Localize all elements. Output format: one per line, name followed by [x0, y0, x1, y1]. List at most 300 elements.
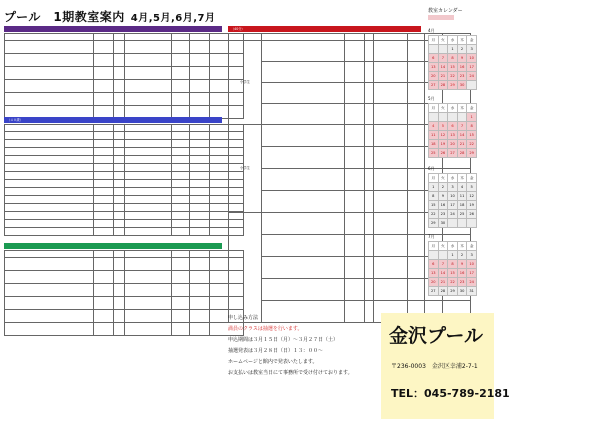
table-cell	[5, 67, 94, 80]
calendar-day: 1	[467, 113, 477, 122]
page-title-months: 4月,5月,6月,7月	[130, 13, 216, 24]
application-period: 申込期間は３月１５日（月）～３月２７日（土）	[228, 337, 339, 343]
table-cell	[125, 251, 172, 258]
table-cell	[172, 125, 190, 132]
table-cell	[5, 196, 94, 204]
calendar-day: 14	[438, 269, 448, 278]
table-cell	[365, 169, 374, 191]
table-cell	[172, 220, 190, 228]
table-cell	[172, 196, 190, 204]
table-cell	[172, 80, 190, 93]
table-cell	[190, 310, 210, 323]
table-cell	[172, 54, 190, 67]
calendar-month	[428, 96, 508, 158]
calendar-week	[429, 183, 477, 192]
calendar-day: 28	[438, 287, 448, 296]
table-cell	[114, 284, 125, 297]
table-row	[5, 80, 244, 93]
table-cell	[190, 196, 210, 204]
table-cell	[190, 188, 210, 196]
calendar-day: 9	[457, 260, 467, 269]
table-row	[5, 54, 244, 67]
table-cell	[94, 188, 114, 196]
calendar-week	[429, 140, 477, 149]
table-cell	[374, 34, 408, 41]
table-cell	[365, 41, 374, 62]
table-cell	[114, 156, 125, 164]
table-cell	[5, 164, 94, 172]
calendar-day: 26	[438, 149, 448, 158]
table-cell	[374, 104, 408, 125]
calendar-day: 20	[448, 140, 458, 149]
calendar-day: 11	[457, 192, 467, 201]
calendar-weekday: 金	[467, 174, 477, 183]
table-cell	[365, 213, 374, 235]
table-header-row	[5, 125, 244, 132]
calendar-weekday: 水	[448, 36, 458, 45]
calendar-day: 21	[438, 72, 448, 81]
table-cell	[94, 80, 114, 93]
calendar-day: 27	[429, 81, 439, 90]
table-row	[5, 172, 244, 180]
calendar-day: 7	[457, 122, 467, 131]
table-row	[5, 93, 244, 106]
table-cell	[94, 297, 114, 310]
table-cell	[125, 140, 172, 148]
table-cell	[125, 323, 172, 336]
table-cell	[5, 212, 94, 220]
table-cell	[114, 228, 125, 236]
table-cell	[5, 284, 94, 297]
facility-phone: TEL：045-789-2181	[391, 387, 510, 400]
table-cell	[94, 228, 114, 236]
calendar-day: 2	[438, 183, 448, 192]
calendar-legend	[428, 15, 454, 20]
table-cell	[114, 196, 125, 204]
class-calendar	[428, 8, 508, 296]
calendar-day: 16	[457, 269, 467, 278]
green-class-table	[4, 250, 244, 336]
table-cell	[365, 62, 374, 83]
calendar-day: 21	[457, 140, 467, 149]
table-cell	[408, 34, 425, 41]
table-cell	[172, 297, 190, 310]
table-cell	[345, 257, 365, 279]
table-cell	[94, 172, 114, 180]
table-cell	[5, 180, 94, 188]
calendar-weekday: 木	[457, 174, 467, 183]
table-cell	[5, 140, 94, 148]
table-cell	[125, 164, 172, 172]
table-cell	[94, 156, 114, 164]
calendar-week	[429, 269, 477, 278]
blue-class-table	[4, 124, 244, 236]
table-cell	[190, 93, 210, 106]
table-cell	[172, 204, 190, 212]
calendar-day	[457, 219, 467, 228]
table-cell	[125, 258, 172, 271]
calendar-month-label: 7月	[428, 234, 435, 239]
table-cell	[345, 104, 365, 125]
table-cell	[345, 213, 365, 235]
calendar-weekday-row	[429, 36, 477, 45]
calendar-week	[429, 45, 477, 54]
calendar-week	[429, 63, 477, 72]
table-cell	[345, 169, 365, 191]
calendar-day: 22	[467, 140, 477, 149]
calendar-weekday: 木	[457, 242, 467, 251]
calendar-day: 25	[429, 149, 439, 158]
table-row	[5, 212, 244, 220]
table-row	[5, 180, 244, 188]
table-row	[5, 228, 244, 236]
table-cell	[114, 271, 125, 284]
table-cell	[172, 212, 190, 220]
table-cell	[190, 41, 210, 54]
calendar-day: 15	[429, 201, 439, 210]
table-cell	[374, 147, 408, 169]
calendar-day: 15	[448, 63, 458, 72]
calendar-day: 13	[429, 269, 439, 278]
calendar-day: 9	[457, 54, 467, 63]
table-cell	[190, 284, 210, 297]
table-header-row	[5, 34, 244, 41]
calendar-day: 11	[429, 131, 439, 140]
calendar-day	[429, 251, 439, 260]
calendar-day: 14	[457, 131, 467, 140]
table-cell	[94, 148, 114, 156]
table-cell	[262, 41, 345, 62]
table-cell	[125, 41, 172, 54]
calendar-title: 教室カレンダー	[428, 8, 463, 14]
calendar-week	[429, 260, 477, 269]
calendar-day: 22	[429, 210, 439, 219]
calendar-day: 12	[467, 192, 477, 201]
calendar-day: 10	[467, 260, 477, 269]
table-row	[5, 67, 244, 80]
calendar-day: 19	[467, 201, 477, 210]
table-cell	[190, 258, 210, 271]
table-cell	[408, 147, 425, 169]
calendar-day: 7	[438, 54, 448, 63]
red-section-header: （40分）	[228, 26, 421, 32]
table-cell	[374, 169, 408, 191]
page-title: プール 1期教室案内 4月,5月,6月,7月	[4, 10, 216, 24]
table-cell	[5, 125, 94, 132]
table-cell	[262, 279, 345, 301]
table-cell	[190, 323, 210, 336]
table-cell	[345, 41, 365, 62]
calendar-week	[429, 201, 477, 210]
table-cell	[172, 180, 190, 188]
table-cell	[114, 148, 125, 156]
table-row	[5, 284, 244, 297]
table-row	[5, 310, 244, 323]
calendar-day: 24	[448, 210, 458, 219]
table-cell	[114, 67, 125, 80]
calendar-week	[429, 219, 477, 228]
table-cell	[94, 212, 114, 220]
calendar-day: 3	[467, 45, 477, 54]
table-cell	[365, 279, 374, 301]
calendar-day: 27	[429, 287, 439, 296]
table-cell	[172, 188, 190, 196]
table-cell	[345, 191, 365, 213]
table-cell	[94, 180, 114, 188]
table-cell	[172, 172, 190, 180]
table-cell	[94, 132, 114, 140]
table-cell	[114, 140, 125, 148]
table-cell	[94, 164, 114, 172]
calendar-day: 23	[457, 278, 467, 287]
facility-name: 金沢プール	[389, 325, 484, 347]
application-payment-notice: お支払いは教室当日にて事務所で受け付けております。	[228, 370, 353, 376]
calendar-day: 30	[457, 81, 467, 90]
table-cell	[94, 196, 114, 204]
calendar-week	[429, 81, 477, 90]
table-row	[5, 140, 244, 148]
table-cell	[114, 251, 125, 258]
table-cell	[114, 93, 125, 106]
calendar-day: 22	[448, 278, 458, 287]
calendar-day: 21	[438, 278, 448, 287]
calendar-day: 23	[438, 210, 448, 219]
table-cell	[5, 220, 94, 228]
table-cell	[114, 80, 125, 93]
table-cell	[345, 279, 365, 301]
table-cell	[5, 80, 94, 93]
table-cell	[5, 323, 94, 336]
table-cell	[190, 156, 210, 164]
table-cell	[94, 41, 114, 54]
calendar-day	[467, 81, 477, 90]
table-cell	[172, 140, 190, 148]
calendar-weekday: 木	[457, 36, 467, 45]
table-cell	[190, 148, 210, 156]
calendar-day: 18	[429, 140, 439, 149]
table-cell	[345, 125, 365, 147]
table-cell	[262, 83, 345, 104]
calendar-day	[448, 113, 458, 122]
table-cell	[374, 41, 408, 62]
calendar-month-label: 5月	[428, 96, 435, 101]
table-row	[5, 41, 244, 54]
purple-class-table	[4, 33, 244, 119]
table-cell	[262, 34, 345, 41]
table-cell	[114, 212, 125, 220]
calendar-day: 10	[448, 192, 458, 201]
table-cell	[374, 279, 408, 301]
table-cell	[365, 235, 374, 257]
table-cell	[190, 140, 210, 148]
application-draw-date: 抽選発表は３月２８日（日）１３：００～	[228, 348, 324, 354]
calendar-day: 7	[438, 260, 448, 269]
table-cell	[172, 156, 190, 164]
calendar-weekday: 月	[429, 36, 439, 45]
table-cell	[262, 147, 345, 169]
calendar-day: 28	[438, 81, 448, 90]
table-cell	[114, 54, 125, 67]
calendar-day: 16	[438, 201, 448, 210]
table-cell	[5, 297, 94, 310]
table-row	[5, 323, 244, 336]
table-cell	[365, 34, 374, 41]
calendar-day: 29	[448, 287, 458, 296]
calendar-day: 20	[429, 72, 439, 81]
calendar-day: 3	[448, 183, 458, 192]
calendar-day: 1	[448, 251, 458, 260]
table-row	[5, 220, 244, 228]
table-cell	[94, 284, 114, 297]
table-cell	[408, 213, 425, 235]
table-cell	[94, 125, 114, 132]
table-row	[5, 188, 244, 196]
table-cell	[5, 188, 94, 196]
table-cell	[262, 62, 345, 83]
table-cell	[229, 34, 262, 41]
calendar-weekday: 月	[429, 104, 439, 113]
table-cell	[114, 188, 125, 196]
table-cell	[408, 169, 425, 191]
calendar-day: 23	[457, 72, 467, 81]
table-cell	[114, 258, 125, 271]
table-cell	[94, 258, 114, 271]
table-cell	[114, 132, 125, 140]
calendar-weekday: 火	[438, 36, 448, 45]
table-cell	[125, 156, 172, 164]
calendar-week	[429, 278, 477, 287]
calendar-weekday: 月	[429, 242, 439, 251]
calendar-day	[467, 219, 477, 228]
calendar-day: 19	[438, 140, 448, 149]
table-cell	[408, 257, 425, 279]
calendar-day	[457, 113, 467, 122]
calendar-day: 6	[429, 54, 439, 63]
calendar-day: 10	[467, 54, 477, 63]
table-cell	[94, 93, 114, 106]
calendar-week	[429, 210, 477, 219]
calendar-day: 8	[448, 260, 458, 269]
calendar-month	[428, 166, 508, 228]
table-cell	[172, 164, 190, 172]
table-cell	[190, 212, 210, 220]
table-cell	[374, 213, 408, 235]
table-cell	[262, 213, 345, 235]
table-cell	[345, 34, 365, 41]
table-cell	[94, 34, 114, 41]
calendar-day: 13	[448, 131, 458, 140]
calendar-day: 29	[467, 149, 477, 158]
table-cell	[190, 172, 210, 180]
table-cell	[125, 67, 172, 80]
calendar-week	[429, 192, 477, 201]
table-cell	[114, 164, 125, 172]
calendar-weekday: 月	[429, 174, 439, 183]
table-cell	[125, 180, 172, 188]
calendar-day: 8	[429, 192, 439, 201]
table-cell	[114, 220, 125, 228]
calendar-day: 13	[429, 63, 439, 72]
table-cell	[125, 228, 172, 236]
calendar-day: 9	[438, 192, 448, 201]
table-cell	[374, 62, 408, 83]
table-cell	[125, 310, 172, 323]
table-cell	[114, 34, 125, 41]
table-cell	[408, 125, 425, 147]
calendar-day: 26	[467, 210, 477, 219]
table-row	[5, 204, 244, 212]
calendar-day: 20	[429, 278, 439, 287]
table-cell	[94, 54, 114, 67]
table-cell	[125, 172, 172, 180]
table-cell	[374, 235, 408, 257]
calendar-weekday-row	[429, 242, 477, 251]
table-cell	[5, 132, 94, 140]
table-cell	[5, 54, 94, 67]
table-cell	[190, 34, 210, 41]
table-cell	[190, 164, 210, 172]
calendar-day: 24	[467, 278, 477, 287]
calendar-week	[429, 72, 477, 81]
table-cell	[190, 271, 210, 284]
table-cell	[365, 104, 374, 125]
table-cell	[365, 83, 374, 104]
table-cell	[408, 62, 425, 83]
calendar-day: 1	[448, 45, 458, 54]
application-lottery-notice: 満員のクラスは抽選を行います。	[228, 326, 303, 332]
table-cell	[365, 257, 374, 279]
table-cell	[94, 271, 114, 284]
calendar-day	[438, 251, 448, 260]
table-cell	[190, 54, 210, 67]
table-cell	[5, 204, 94, 212]
table-cell	[94, 323, 114, 336]
calendar-day: 17	[467, 63, 477, 72]
calendar-day: 6	[429, 260, 439, 269]
table-cell	[262, 104, 345, 125]
calendar-day	[438, 113, 448, 122]
calendar-day: 4	[457, 183, 467, 192]
table-cell	[5, 93, 94, 106]
calendar-day: 15	[448, 269, 458, 278]
table-cell	[374, 191, 408, 213]
table-row	[5, 148, 244, 156]
table-cell	[374, 125, 408, 147]
table-cell	[114, 204, 125, 212]
table-cell	[114, 125, 125, 132]
calendar-day: 29	[448, 81, 458, 90]
blue-section-header: （４０歳）	[4, 117, 222, 123]
calendar-week	[429, 54, 477, 63]
calendar-day: 22	[448, 72, 458, 81]
table-cell	[172, 323, 190, 336]
calendar-month	[428, 234, 508, 296]
calendar-day: 30	[438, 219, 448, 228]
calendar-day: 15	[467, 131, 477, 140]
table-cell	[125, 80, 172, 93]
calendar-day: 27	[448, 149, 458, 158]
table-cell	[125, 34, 172, 41]
table-cell	[125, 220, 172, 228]
table-cell	[408, 235, 425, 257]
table-cell	[94, 140, 114, 148]
table-cell	[5, 148, 94, 156]
calendar-month	[428, 28, 508, 90]
table-cell	[190, 180, 210, 188]
table-cell	[408, 104, 425, 125]
table-cell	[125, 204, 172, 212]
calendar-weekday: 金	[467, 104, 477, 113]
